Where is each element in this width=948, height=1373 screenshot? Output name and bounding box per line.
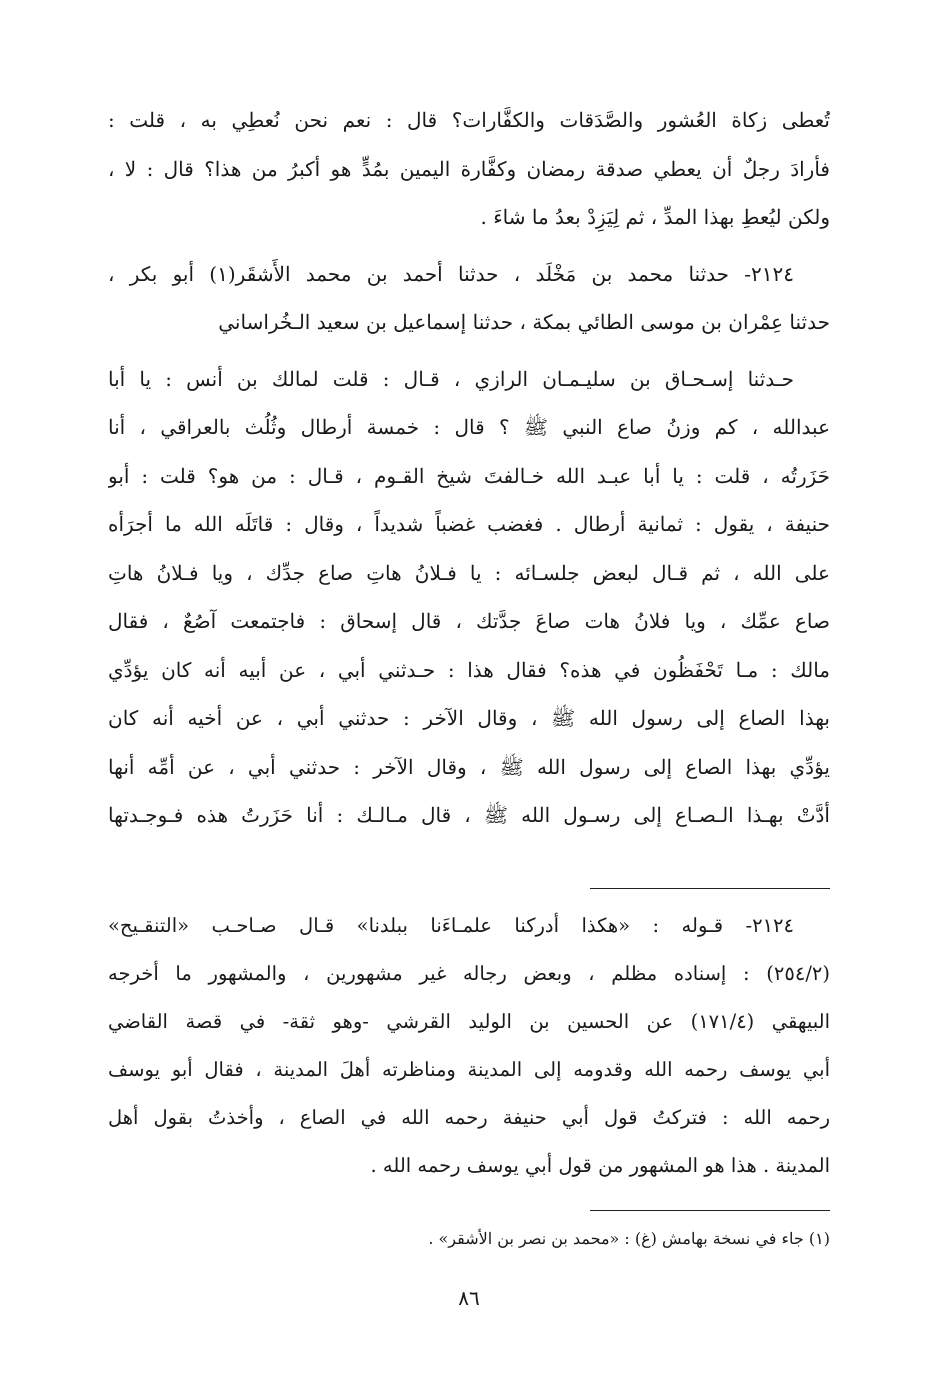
text-line: عبدالله ، كم وزنُ صاع النبي ﷺ ؟ قال : خمسة أرطال وثُلُث بالعراقي ، أنا xyxy=(108,415,830,439)
commentary-line: رحمه الله : فتركتُ قول أبي حنيفة رحمه الله في الصاع ، وأخذتُ بقول أهل xyxy=(108,1106,830,1129)
text-line: حدثنا عِمْران بن موسى الطائي بمكة ، حدثنا إسماعيل بن سعيد الـخُراساني xyxy=(218,310,830,334)
paragraph-1 xyxy=(108,96,830,242)
text-line: ولكن ليُعطِ بهذا المدِّ ، ثم لِيَزِدْ بعدُ ما شاءَ . xyxy=(480,205,830,229)
text-line: بهذا الصاع إلى رسول الله ﷺ ، وقال الآخر : حدثني أبي ، عن أخيه أنه كان xyxy=(108,706,830,730)
footnote xyxy=(108,1222,830,1256)
text-line: أدَّتْ بهـذا الـصـاع إلى رسـول الله ﷺ ، قال مـالـك : أنا حَزَرتُ هذه فـوجـدتها xyxy=(108,803,830,827)
text-line: يؤدِّي بهذا الصاع إلى رسول الله ﷺ ، وقال الآخر : حدثني أبي ، عن أمِّه أنها xyxy=(108,754,830,779)
text-line: تُعطى زكاة العُشور والصَّدَقات والكفَّارات؟ قال : نعم نحن نُعطِي به ، قلت : xyxy=(108,108,830,132)
commentary-line: البيهقي (١٧١/٤) عن الحسين بن الوليد القرشي -وهو ثقة- في قصة القاضي xyxy=(108,1010,830,1033)
text-line: حنيفة ، يقول : ثمانية أرطال . فغضب غضباً شديداً ، وقال : قاتَلَه الله ما أجرَأه xyxy=(108,512,830,536)
text-line: ٢١٢٤- حدثنا محمد بن مَخْلَد ، حدثنا أحمد بن محمد الأَشقَر(١) أبو بكر ، xyxy=(108,261,794,286)
text-line: مالك : مـا تَحْفَظُون في هذه؟ فقال هذا : حـدثني أبي ، عن أبيه أنه كان يؤدِّي xyxy=(108,657,830,682)
footnote-divider xyxy=(590,1210,830,1211)
commentary-line: (٢٥٤/٢) : إسناده مظلم ، وبعض رجاله غير مشهورين ، والمشهور ما أخرجه xyxy=(108,962,830,985)
commentary-line: ٢١٢٤- قـوله : «هكذا أدركنا علمـاءَنا ببلدنا» قـال صـاحـب «التنقـيح» xyxy=(108,914,794,937)
paragraph-3 xyxy=(108,355,830,840)
commentary-line: المدينة . هذا هو المشهور من قول أبي يوسف رحمه الله . xyxy=(370,1154,830,1177)
text-line: على الله ، ثم قـال لبعض جلسـائه : يا فـلانُ هاتِ صاع جدِّك ، ويا فـلانُ هاتِ xyxy=(108,560,830,585)
text-line: حـدثنا إسـحـاق بن سليـمـان الرازي ، قـال : قلت لمالك بن أنس : يا أبا xyxy=(108,366,794,391)
commentary-divider xyxy=(590,888,830,889)
text-line: فأرادَ رجلٌ أن يعطي صدقة رمضان وكفَّارة اليمين بمُدٍّ هو أكبرُ من هذا؟ قال : لا ، xyxy=(108,156,830,181)
page-number: ٨٦ xyxy=(458,1286,480,1310)
text-line: صاع عمِّك ، ويا فلانُ هات صاعَ جدَّتك ، قال إسحاق : فاجتمعت آصُعٌ ، فقال xyxy=(108,609,830,633)
main-text xyxy=(108,96,830,840)
text-line: حَزَرتُه ، قلت : يا أبا عبـد الله خـالفتَ شيخ القـوم ، قـال : من هو؟ قلت : أبو xyxy=(108,463,830,488)
paragraph-2 xyxy=(108,250,830,347)
commentary xyxy=(108,902,830,1190)
page xyxy=(108,96,830,1373)
footnote-text: (١) جاء في نسخة بهامش (غ) : «محمد بن نصر بن الأشقر» . xyxy=(428,1229,830,1248)
commentary-line: أبي يوسف رحمه الله وقدومه إلى المدينة ومناظرته أهلَ المدينة ، فقال أبو يوسف xyxy=(108,1058,830,1081)
